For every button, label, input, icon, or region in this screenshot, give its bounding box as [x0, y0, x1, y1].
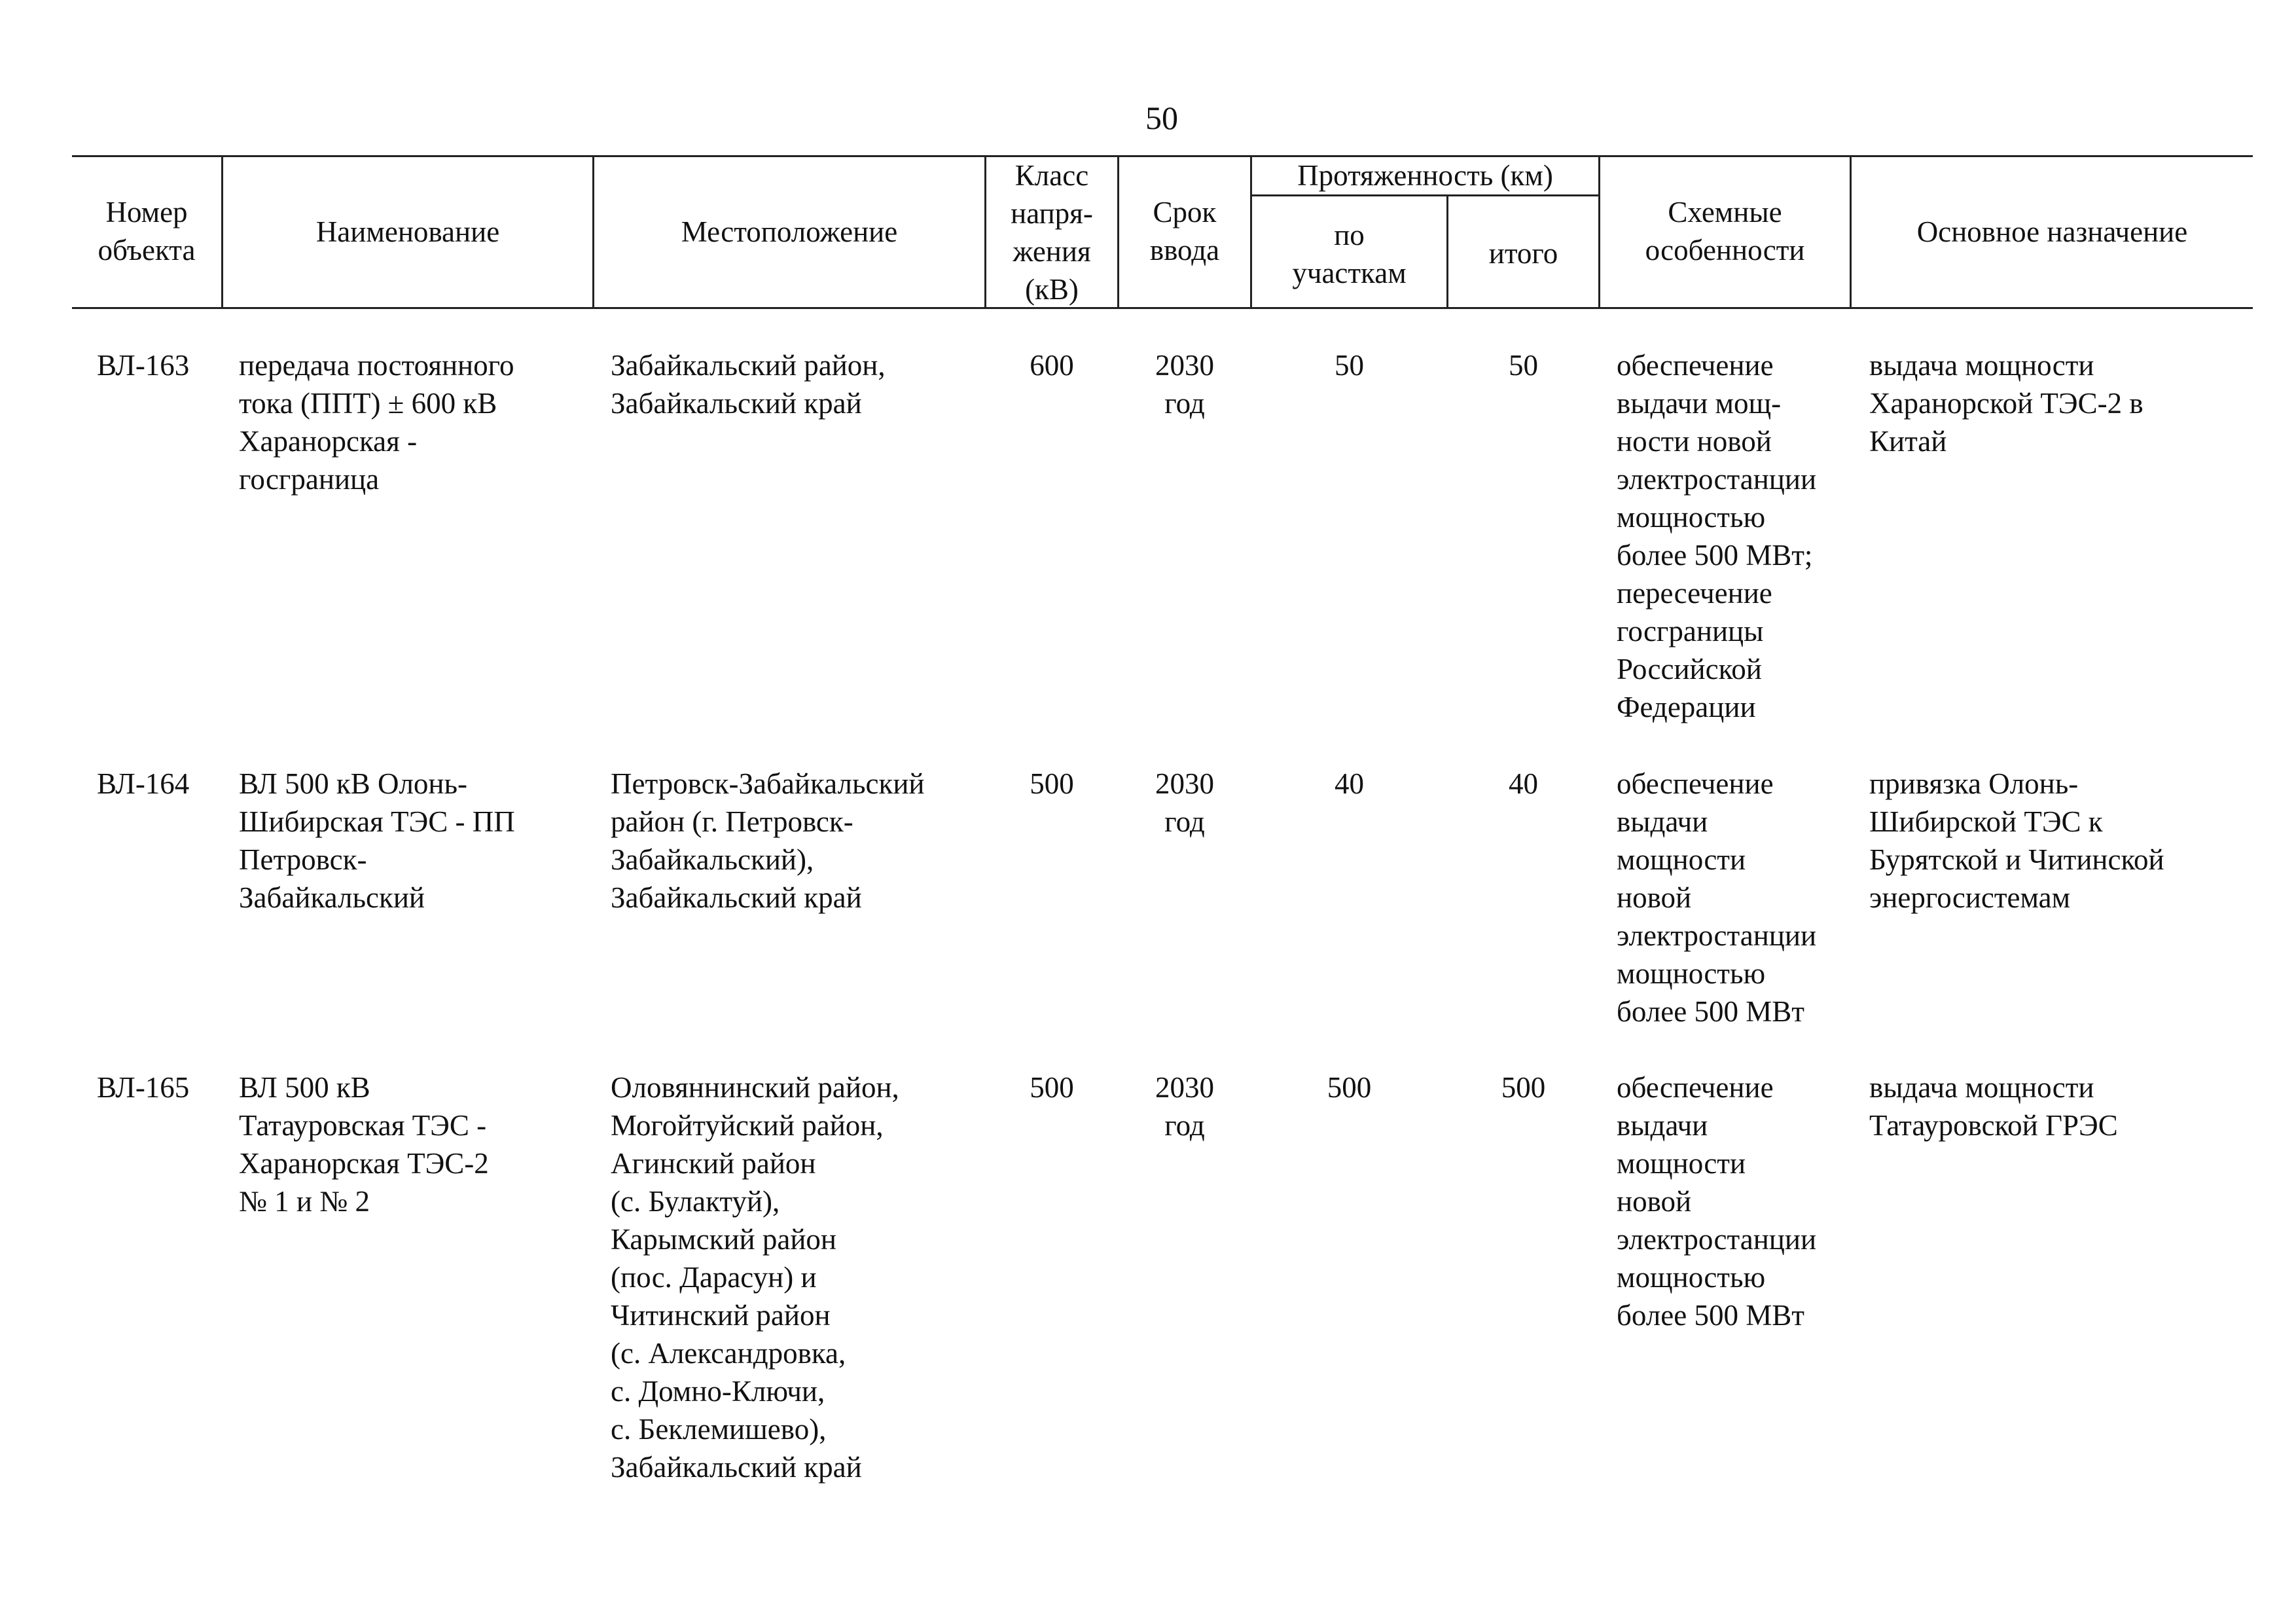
table-top-rule: [72, 155, 2253, 157]
cell-term: 2030 год: [1155, 349, 1214, 420]
header-location: Местоположение: [681, 215, 898, 248]
cell-length-sections: 40: [1335, 767, 1364, 800]
cell-length-total: 500: [1501, 1071, 1546, 1104]
header-bottom-rule: [72, 307, 2253, 309]
header-length-total: итого: [1488, 237, 1558, 270]
header-term: Срок ввода: [1149, 196, 1220, 266]
header-voltage: Класс напря- жения (кВ): [1011, 159, 1093, 306]
cell-length-sections: 500: [1327, 1071, 1372, 1104]
cell-number: ВЛ-163: [97, 349, 190, 382]
header-length: Протяженность (км): [1297, 159, 1553, 192]
header-number: Номер объекта: [98, 196, 196, 266]
cell-term: 2030 год: [1155, 1071, 1214, 1142]
cell-location: Забайкальский район, Забайкальский край: [611, 349, 886, 420]
cell-length-total: 40: [1509, 767, 1538, 800]
cell-purpose: привязка Олонь- Шибирской ТЭС к Бурятской и Читинской энергосистемам: [1869, 767, 2164, 914]
cell-length-total: 50: [1509, 349, 1538, 382]
cell-term: 2030 год: [1155, 767, 1214, 838]
cell-number: ВЛ-165: [97, 1071, 190, 1104]
header-purpose: Основное назначение: [1916, 215, 2188, 248]
cell-scheme: обеспечение выдачи мощности новой электростанции мощностью более 500 МВт: [1617, 767, 1817, 1028]
cell-location: Оловяннинский район, Могойтуйский район, Агинский район (с. Булактуй), Карымский район (пос. Дарасун) и Читинский район (с. Александровка, с. Домно-Ключи, с. Беклемишево), Забайкальский край: [611, 1071, 899, 1484]
cell-length-sections: 50: [1335, 349, 1364, 382]
cell-purpose: выдача мощности Татауровской ГРЭС: [1869, 1071, 2118, 1142]
cell-name: ВЛ 500 кВ Олонь- Шибирская ТЭС - ПП Петровск- Забайкальский: [239, 767, 515, 914]
cell-voltage: 600: [1030, 349, 1074, 382]
header-scheme: Схемные особенности: [1645, 196, 1805, 266]
cell-purpose: выдача мощности Харанорской ТЭС-2 в Китай: [1869, 349, 2144, 458]
cell-voltage: 500: [1030, 767, 1074, 800]
header-name: Наименование: [315, 215, 500, 248]
page-number: 50: [1145, 100, 1178, 136]
cell-number: ВЛ-164: [97, 767, 190, 800]
length-subheader-rule: [1250, 194, 1600, 196]
header-length-sections: по участкам: [1292, 219, 1407, 289]
cell-scheme: обеспечение выдачи мощ- ности новой электростанции мощностью более 500 МВт; пересечение госграницы Российской Федерации: [1617, 349, 1817, 723]
cell-scheme: обеспечение выдачи мощности новой электростанции мощностью более 500 МВт: [1617, 1071, 1817, 1332]
cell-name: ВЛ 500 кВ Татауровская ТЭС - Харанорская ТЭС-2 № 1 и № 2: [239, 1071, 489, 1218]
cell-voltage: 500: [1030, 1071, 1074, 1104]
cell-name: передача постоянного тока (ППТ) ± 600 кВ Харанорская - госграница: [239, 349, 514, 496]
cell-location: Петровск-Забайкальский район (г. Петровск- Забайкальский), Забайкальский край: [611, 767, 925, 914]
